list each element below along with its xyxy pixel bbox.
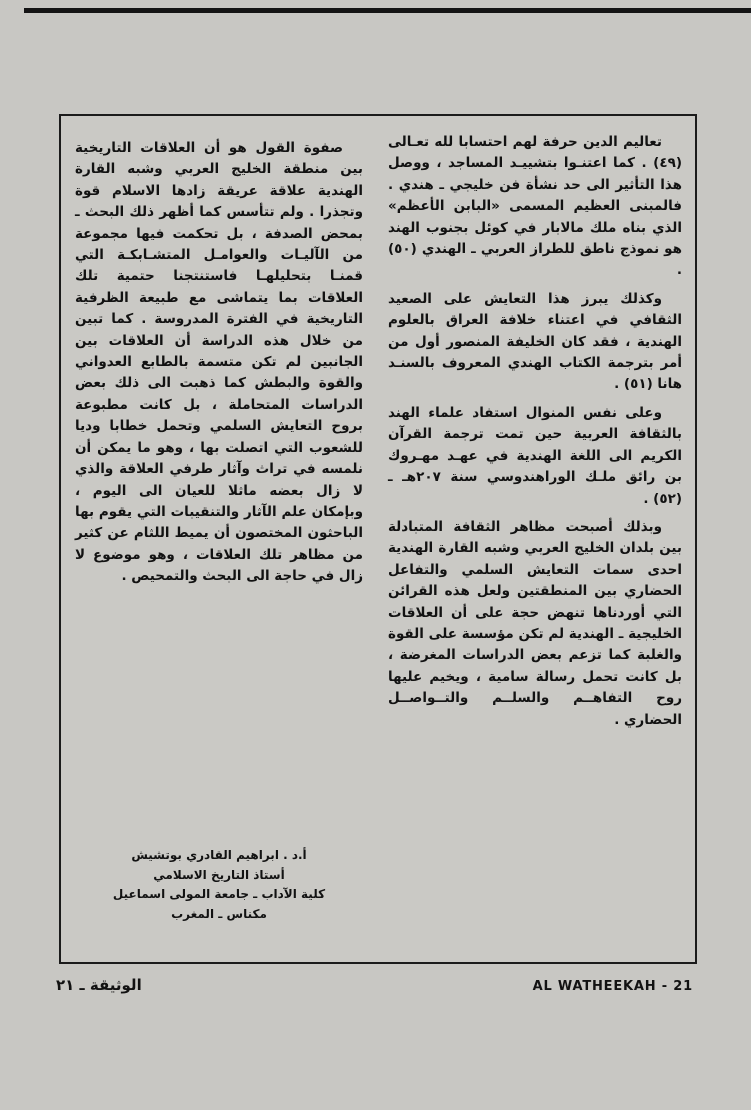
paragraph: وبذلك أصبحت مظاهر الثقافة المتبادلة بين بلدان الخليج العربي وشبه القارة الهندية احدى سمات التعايش السلمي والتفاعل الحضاري بين المنطقتين ولعل هذه القرائن التي أوردناها تنهض حجة على أن العلاقات الخليجية ـ الهندية لم تكن مؤسسة على القوة والغلبة كما تزعم بعض الدراسات المغرضة ، بل كانت تحمل رسالة سامية ، ويخيم عليها روح التفاهــم والسلــم والتــواصــل الحضاري . bbox=[388, 518, 682, 728]
text-frame bbox=[59, 114, 697, 964]
author-name: أ.د . ابراهيم القادري بوتشيش bbox=[131, 848, 307, 862]
column-left bbox=[75, 138, 363, 595]
paragraph: وكذلك يبرز هذا التعايش على الصعيد الثقافي في اعتناء خلافة العراق بالعلوم الهندية ، فقد كان الخليفة المنصور أول من أمر بترجمة الكتاب الهندي المعروف بالسنـد هانا (٥١) . bbox=[388, 290, 682, 393]
author-signature-block bbox=[75, 846, 363, 924]
paragraph: تعاليم الدين حرفة لهم احتسابا لله تعـالى (٤٩) . كما اعتنـوا بتشييـد المساجد ، ووصل هذا التأثير الى حد نشأة فن خليجي ـ هندي . فالمبنى العظيم المسمى «البابن الأعظم» الذي بناه ملك مالابار في كوئل بجنوب الهند هو نموذج ناطق للطراز العربي ـ الهندي (٥٠) . bbox=[388, 134, 682, 279]
paragraph: صفوة القول هو أن العلاقات التاريخية بين منطقة الخليج العربي وشبه القارة الهندية علاقة عريقة زادها الاسلام قوة وتجذرا . ولم تتأسس كما أظهر ذلك البحث ـ بمحض الصدفة ، بل تحكمت فيها مجموعة من الآليـات والعوامـل المتشـابكـة التي قمنـا بتحليلهـا فاستنتجنا حتمية تلك العلاقات بما يتماشى مع طبيعة الظرفية التاريخية في الفترة المدروسة . كما تبين من خلال هذه الدراسة أن العلاقات بين الجانبين لم تكن متسمة بالطابع العدواني والقوة والبطش كما ذهبت الى ذلك بعض الدراسات المتحاملة ، بل كانت مطبوعة بروح التعايش السلمي وتحمل خطابا وديا للشعوب التي اتصلت بها ، وهو ما يمكن أن نلمسه في تراث وآثار طرفي العلاقة والذي لا زال بعضه ماثلا للعيان الى اليوم ، وبإمكان علم الآثار والتنقيبات التي يقوم بها الباحثون المختصون أن يميط اللثام عن كثير من مظاهر تلك العلاقات ، وهو موضوع لا زال في حاجة الى البحث والتمحيص . bbox=[75, 140, 363, 585]
top-rule-divider bbox=[24, 8, 751, 13]
column-right bbox=[388, 132, 682, 738]
author-affiliation: كلية الآداب ـ جامعة المولى اسماعيل bbox=[112, 887, 326, 901]
footer-journal-name-arabic: الوثيقة ـ ٢١ bbox=[56, 976, 142, 994]
author-location: مكناس ـ المغرب bbox=[171, 906, 267, 921]
paragraph: وعلى نفس المنوال استفاد علماء الهند بالثقافة العربية حين تمت ترجمة القرآن الكريم الى اللغة الهندية في عهـد مهـروك بن رائق ملـك الوراهندوسي سنة ٢٠٧هـ ـ (٥٢) . bbox=[388, 404, 683, 507]
footer-journal-name-english: AL WATHEEKAH - 21 bbox=[532, 979, 693, 994]
author-title: أستاذ التاريخ الاسلامي bbox=[153, 867, 285, 882]
